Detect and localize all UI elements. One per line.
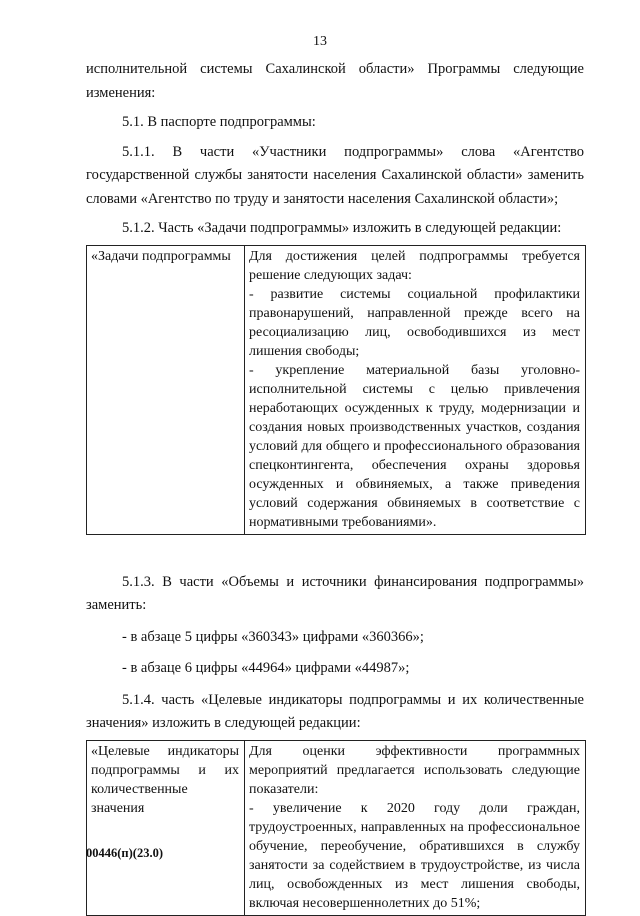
table-text: - увеличение к 2020 году доли граждан, трудоустроенных, направленных на профессиональное обучение, переобучение, обратившихся в службу занятости за содействием в трудоустройстве, из числа лиц, освобожденных из мест лишения свободы, включая несовершеннолетних до 51%; xyxy=(249,800,580,911)
document-code: 00446(п)(23.0) xyxy=(86,846,163,860)
paragraph-5-1: 5.1. В паспорте подпрограммы: xyxy=(122,114,316,130)
tasks-table xyxy=(86,245,586,535)
paragraph-5-1-3: 5.1.3. В части «Объемы и источники финансирования подпрограммы» заменить: xyxy=(86,573,584,613)
table-cell-label: «Задачи подпрограммы xyxy=(87,245,245,534)
table-text: Для оценки эффективности программных мероприятий предлагается использовать следующие показатели: xyxy=(249,743,580,797)
paragraph-5-1-1: 5.1.1. В части «Участники подпрограммы» слова «Агентство государственной службы занятости населения Сахалинской области» заменить словами «Агентство по труду и занятости населения Сахалинской области»; xyxy=(86,143,584,207)
document-body xyxy=(86,58,584,916)
table-text: - развитие системы социальной профилактики правонарушений, направленной прежде всего на ресоциализацию лиц, освободившихся из мест лишения свободы; xyxy=(249,286,580,359)
table-text: Для достижения целей подпрограммы требуется решение следующих задач: xyxy=(249,248,580,283)
page-number: 13 xyxy=(313,34,327,49)
paragraph-abzac-6: - в абзаце 6 цифры «44964» цифрами «44987»; xyxy=(122,660,410,676)
table-text: - укрепление материальной базы уголовно-исполнительной системы с целью привлечения неработающих осужденных к труду, модернизации и создания новых производственных участков, создания условий для общего и профессионального образования спецконтингента, обеспечения охраны здоровья осужденных и обвиняемых, а также приведения условий содержания обвиняемых в соответствие с нормативными требованиями». xyxy=(249,362,580,530)
paragraph-continuation: исполнительной системы Сахалинской области» Программы следующие изменения: xyxy=(86,61,584,101)
table-row xyxy=(87,740,586,915)
paragraph-5-1-2: 5.1.2. Часть «Задачи подпрограммы» изложить в следующей редакции: xyxy=(122,220,562,236)
table-cell-content xyxy=(245,245,586,534)
paragraph-abzac-5: - в абзаце 5 цифры «360343» цифрами «360366»; xyxy=(122,628,424,645)
table-row xyxy=(87,245,586,534)
paragraph-5-1-4: 5.1.4. часть «Целевые индикаторы подпрограммы и их количественные значения» изложить в следующей редакции: xyxy=(86,691,584,731)
table-cell-label: «Целевые индикаторы подпрограммы и их количественные значения xyxy=(87,740,245,915)
table-cell-content xyxy=(245,740,586,915)
indicators-table xyxy=(86,740,586,916)
